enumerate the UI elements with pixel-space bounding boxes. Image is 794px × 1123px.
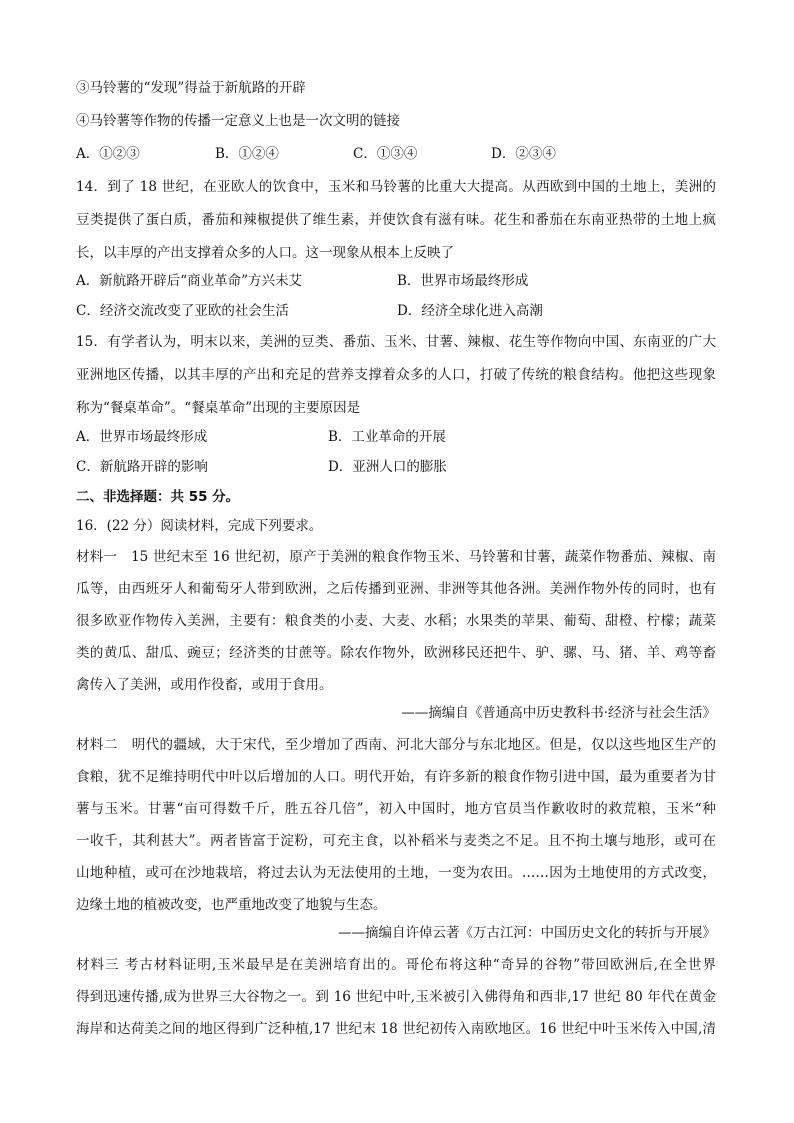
q16-material-2-source: ——摘编自许倬云著《万古江河：中国历史文化的转折与开展》	[338, 925, 716, 941]
q16-material-3-line-1: 材料三 考古材料证明,玉米最早是在美洲培育出的。哥伦布将这种“奇异的谷物”带回欧洲后,在全世界	[76, 957, 716, 973]
q13-option-b: B．①②④	[215, 146, 279, 162]
q13-item-3: ③马铃薯的“发现”得益于新航路的开辟	[76, 80, 306, 96]
q15-option-b: B．工业革命的开展	[328, 429, 446, 445]
q14-stem-line-3: 长，以丰厚的产出支撑着众多的人口。这一现象从根本上反映了	[76, 245, 454, 261]
q14-option-d: D．经济全球化进入高潮	[397, 303, 543, 319]
q16-material-2-line-2: 食粮，犹不足维持明代中叶以后增加的人口。明代开始，有许多新的粮食作物引进中国，最为重要者为甘	[76, 769, 716, 785]
q15-option-a: A．世界市场最终形成	[76, 429, 208, 445]
q16-material-1-source: ——摘编自《普通高中历史教科书·经济与社会生活》	[401, 705, 716, 721]
q16-material-2-line-4: 一收千，其利甚大”。两者皆富于淀粉，可充主食，以补稻米与麦类之不足。且不拘土壤与地形，或可在	[76, 833, 716, 849]
q14-option-c: C．经济交流改变了亚欧的社会生活	[76, 303, 289, 319]
q15-stem-line-3: 称为“餐桌革命”。“餐桌革命”出现的主要原因是	[76, 400, 361, 416]
q13-item-4: ④马铃薯等作物的传播一定意义上也是一次文明的链接	[76, 113, 400, 129]
section-heading: 二、非选择题：共 55 分。	[76, 489, 240, 505]
q16-material-3-line-3: 海岸和达荷美之间的地区得到广泛种植,17 世纪末 18 世纪初传入南欧地区。16 世纪中叶玉米传入中国,清	[76, 1021, 716, 1037]
q13-option-c: C．①③④	[353, 146, 418, 162]
q15-stem-line-2: 亚洲地区传播，以其丰厚的产出和充足的营养支撑着众多的人口，打破了传统的粮食结构。他把这些现象	[76, 367, 716, 383]
q15-option-c: C．新航路开辟的影响	[76, 459, 208, 475]
q16-material-2-line-3: 薯与玉米。甘薯“亩可得数千斤，胜五谷几倍”，初入中国时，地方官员当作歉收时的救荒粮，玉米“种	[76, 801, 716, 817]
q14-option-b: B．世界市场最终形成	[397, 273, 529, 289]
q16-material-1-line-1: 材料一 15 世纪末至 16 世纪初，原产于美洲的粮食作物玉米、马铃薯和甘薯，蔬菜作物番茄、辣椒、南	[76, 549, 716, 565]
q16-stem: 16．(22 分）阅读材料，完成下列要求。	[76, 518, 323, 534]
q16-material-1-line-2: 瓜等，由西班牙人和葡萄牙人带到欧洲，之后传播到亚洲、非洲等其他各洲。美洲作物外传的同时，也有	[76, 581, 716, 597]
q15-option-d: D．亚洲人口的膨胀	[328, 459, 447, 475]
q16-material-1-line-3: 很多欧亚作物传入美洲，主要有：粮食类的小麦、大麦、水稻；水果类的苹果、葡萄、甜橙、柠檬；蔬菜	[76, 613, 716, 629]
q16-material-2-line-1: 材料二 明代的疆域，大于宋代，至少增加了西南、河北大部分与东北地区。但是，仅以这些地区生产的	[76, 737, 716, 753]
q13-option-a: A．①②③	[76, 146, 140, 162]
q16-material-2-line-5: 山地种植，或可在沙地栽培，将过去认为无法使用的土地，一变为农田。……因为土地使用的方式改变，	[76, 865, 716, 881]
q16-material-1-line-5: 禽传入了美洲，或用作役畜，或用于食用。	[76, 677, 333, 693]
q16-material-3-line-2: 得到迅速传播,成为世界三大谷物之一。到 16 世纪中叶,玉米被引入佛得角和西非,17 世纪 80 年代在黄金	[76, 989, 716, 1005]
q14-stem-line-1: 14．到了 18 世纪，在亚欧人的饮食中，玉米和马铃薯的比重大大提高。从西欧到中国的土地上，美洲的	[76, 179, 716, 195]
q14-option-a: A．新航路开辟后“商业革命”方兴未艾	[76, 273, 303, 289]
q15-stem-line-1: 15．有学者认为，明末以来，美洲的豆类、番茄、玉米、甘薯、辣椒、花生等作物向中国、东南亚的广大	[76, 334, 716, 350]
q16-material-1-line-4: 类的黄瓜、甜瓜、豌豆；经济类的甘蔗等。除农作物外，欧洲移民还把牛、驴、骡、马、猪、羊、鸡等畜	[76, 645, 716, 661]
q16-material-2-line-6: 边缘土地的植被改变，也严重地改变了地貌与生态。	[76, 897, 387, 913]
q13-option-d: D．②③④	[491, 146, 556, 162]
q14-stem-line-2: 豆类提供了蛋白质，番茄和辣椒提供了维生素，并使饮食有滋有味。花生和番茄在东南亚热带的土地上疯	[76, 212, 716, 228]
